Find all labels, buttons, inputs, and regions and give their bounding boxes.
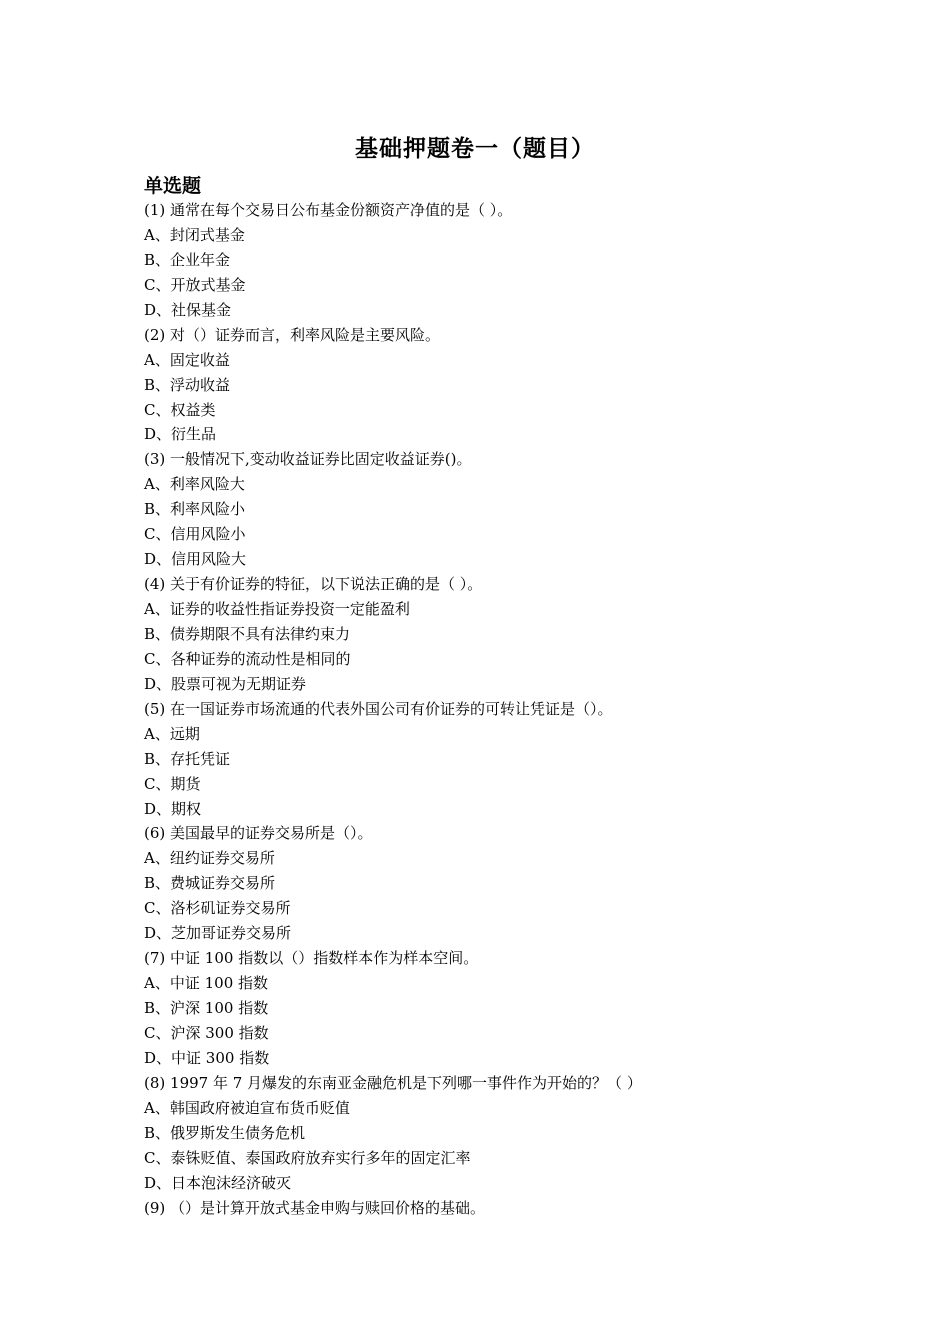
answer-option: C、信用风险小 bbox=[144, 525, 246, 544]
answer-option: C、沪深 300 指数 bbox=[144, 1023, 269, 1042]
question-block bbox=[144, 1196, 864, 1221]
question-stem bbox=[144, 1196, 864, 1221]
question-stem bbox=[144, 323, 864, 348]
question-text: 在一国证券市场流通的代表外国公司有价证券的可转让凭证是（）。 bbox=[170, 699, 613, 718]
question-stem bbox=[144, 697, 864, 722]
answer-option: B、利率风险小 bbox=[144, 500, 246, 519]
answer-option: D、期权 bbox=[144, 799, 202, 818]
answer-option: B、俄罗斯发生债务危机 bbox=[144, 1123, 306, 1142]
answer-option: C、洛杉矶证券交易所 bbox=[144, 899, 291, 918]
answer-option: D、信用风险大 bbox=[144, 550, 247, 569]
question-text: 通常在每个交易日公布基金份额资产净值的是（ ）。 bbox=[170, 201, 513, 219]
question-list bbox=[144, 198, 864, 1220]
question-text: 美国最早的证券交易所是（）。 bbox=[170, 824, 373, 843]
question-stem bbox=[144, 1071, 864, 1096]
question-number: (7) bbox=[144, 949, 166, 968]
question-number: (4) bbox=[144, 575, 166, 594]
answer-option: B、浮动收益 bbox=[144, 375, 231, 394]
answer-option: D、中证 300 指数 bbox=[144, 1048, 270, 1067]
question-number: (2) bbox=[144, 325, 166, 344]
question-text: 对（）证券而言，利率风险是主要风险。 bbox=[170, 325, 441, 344]
question-block bbox=[144, 697, 864, 822]
answer-option: C、权益类 bbox=[144, 400, 216, 419]
answer-option: C、期货 bbox=[144, 774, 201, 793]
question-text: （）是计算开放式基金申购与赎回价格的基础。 bbox=[170, 1198, 486, 1217]
answer-option: C、开放式基金 bbox=[144, 275, 246, 294]
answer-option: C、泰铢贬值、泰国政府放弃实行多年的固定汇率 bbox=[144, 1148, 471, 1167]
question-text: 1997 年 7 月爆发的东南亚金融危机是下列哪一事件作为开始的？（ ） bbox=[170, 1073, 642, 1092]
answer-option: D、日本泡沫经济破灭 bbox=[144, 1173, 292, 1192]
question-stem bbox=[144, 821, 864, 846]
question-block bbox=[144, 1071, 864, 1196]
question-block bbox=[144, 572, 864, 697]
answer-option: D、社保基金 bbox=[144, 300, 232, 319]
answer-option: B、费城证券交易所 bbox=[144, 874, 276, 893]
answer-option: B、沪深 100 指数 bbox=[144, 999, 269, 1017]
answer-option: C、各种证券的流动性是相同的 bbox=[144, 649, 351, 668]
answer-option: A、固定收益 bbox=[144, 350, 230, 369]
question-text: 关于有价证券的特征，以下说法正确的是（ ）。 bbox=[170, 575, 483, 594]
section-heading: 单选题 bbox=[144, 175, 202, 197]
answer-option: A、证券的收益性指证券投资一定能盈利 bbox=[144, 600, 410, 618]
answer-option: B、存托凭证 bbox=[144, 749, 231, 768]
question-number: (1) bbox=[144, 201, 166, 219]
question-number: (8) bbox=[144, 1073, 166, 1092]
question-stem bbox=[144, 572, 864, 597]
answer-option: B、债券期限不具有法律约束力 bbox=[144, 624, 351, 643]
answer-option: A、远期 bbox=[144, 724, 200, 743]
answer-option: D、芝加哥证券交易所 bbox=[144, 924, 292, 943]
answer-option: A、利率风险大 bbox=[144, 475, 245, 494]
answer-option: A、韩国政府被迫宣布货币贬值 bbox=[144, 1098, 350, 1117]
question-number: (9) bbox=[144, 1198, 166, 1217]
question-text: 一般情况下,变动收益证券比固定收益证券()。 bbox=[170, 450, 472, 469]
answer-option: A、中证 100 指数 bbox=[144, 974, 268, 993]
answer-option: D、股票可视为无期证券 bbox=[144, 674, 307, 693]
question-stem bbox=[144, 946, 864, 971]
answer-option: A、纽约证券交易所 bbox=[144, 849, 275, 868]
answer-option: A、封闭式基金 bbox=[144, 225, 245, 244]
answer-option: D、衍生品 bbox=[144, 425, 217, 444]
question-block bbox=[144, 946, 864, 1071]
question-stem bbox=[144, 198, 864, 223]
question-number: (3) bbox=[144, 450, 166, 469]
question-block bbox=[144, 323, 864, 448]
question-stem bbox=[144, 447, 864, 472]
question-block bbox=[144, 447, 864, 572]
question-block bbox=[144, 198, 864, 323]
answer-option: B、企业年金 bbox=[144, 250, 231, 269]
question-number: (6) bbox=[144, 824, 166, 843]
document-title: 基础押题卷一（题目） bbox=[355, 136, 595, 162]
question-block bbox=[144, 821, 864, 946]
question-text: 中证 100 指数以（）指数样本作为样本空间。 bbox=[170, 949, 479, 968]
question-number: (5) bbox=[144, 699, 166, 718]
